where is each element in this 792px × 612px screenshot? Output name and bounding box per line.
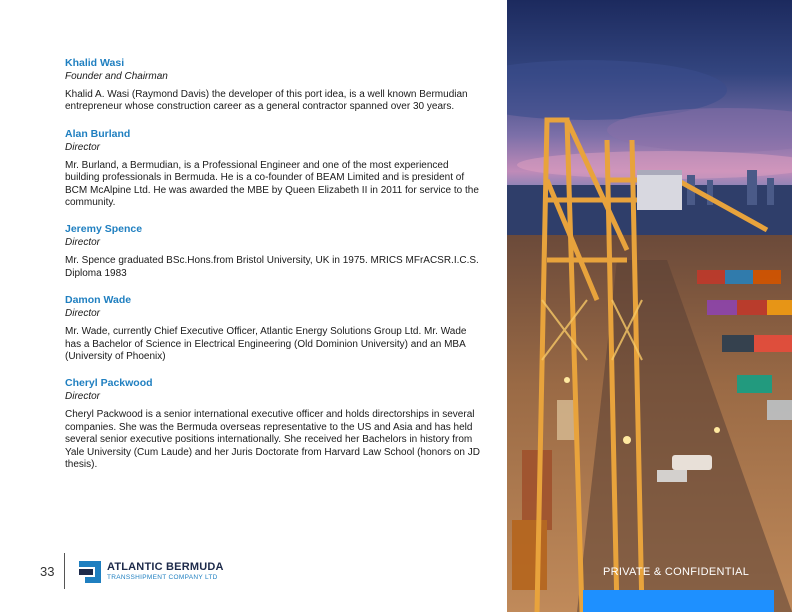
company-subtitle: TRANSSHIPMENT COMPANY LTD [107,574,218,581]
bio-name: Alan Burland [65,127,131,140]
board-bios [65,57,483,486]
bio-entry [65,223,483,280]
bio-role: Founder and Chairman [65,71,168,82]
bio-text: Mr. Wade, currently Chief Executive Officer, Atlantic Energy Solutions Group Ltd. Mr. Wade has a Bachelor of Science in Electrical Engineering (Old Dominion University) and an MBA (University of Phoenix) [65,326,467,363]
accent-bar [583,590,774,612]
bio-name: Khalid Wasi [65,57,125,69]
bio-role: Director [65,141,101,153]
bio-name: Cheryl Packwood [65,377,153,390]
bio-text: Mr. Spence graduated BSc.Hons.from Bristol University, UK in 1975. MRICS MFrACSR.I.C.S. Diploma 1983 [65,255,479,279]
port-photo [507,0,792,612]
footer-divider [64,553,65,589]
bio-role: Director [65,237,101,249]
bio-text: Khalid A. Wasi (Raymond Davis) the developer of this port idea, is a well known Bermudian entrepreneur whose construction career as a general contractor spanned over 30 years. [65,89,468,113]
bio-entry [65,128,483,210]
bio-name: Jeremy Spence [65,223,143,236]
bio-text: Cheryl Packwood is a senior international executive officer and holds directorships in several companies. She was the Bermuda overseas representative to the US and Asia and has held several senior executive positions internationally. She received her Bachelors in history from Yale University (Cum Laude) and her Juris Doctorate from Harvard Law School (honors on JD thesis). [65,409,480,471]
company-logo-icon [79,561,101,583]
page-number: 33 [40,564,55,579]
confidential-label: PRIVATE & CONFIDENTIAL [603,566,750,578]
bio-entry [65,294,483,363]
bio-text: Mr. Burland, a Bermudian, is a Professional Engineer and one of the most experienced building professionals in Bermuda. He is a co-founder of BEAM Limited and is president of BCM McAlpine Ltd. He was awarded the MBE by Queen Elizabeth II in 2011 for service to the community. [65,159,479,209]
bio-role: Director [65,391,101,403]
company-name: ATLANTIC BERMUDA [107,561,224,573]
bio-entry [65,57,483,114]
bio-name: Damon Wade [65,294,132,307]
bio-role: Director [65,308,101,320]
bio-entry [65,377,483,471]
